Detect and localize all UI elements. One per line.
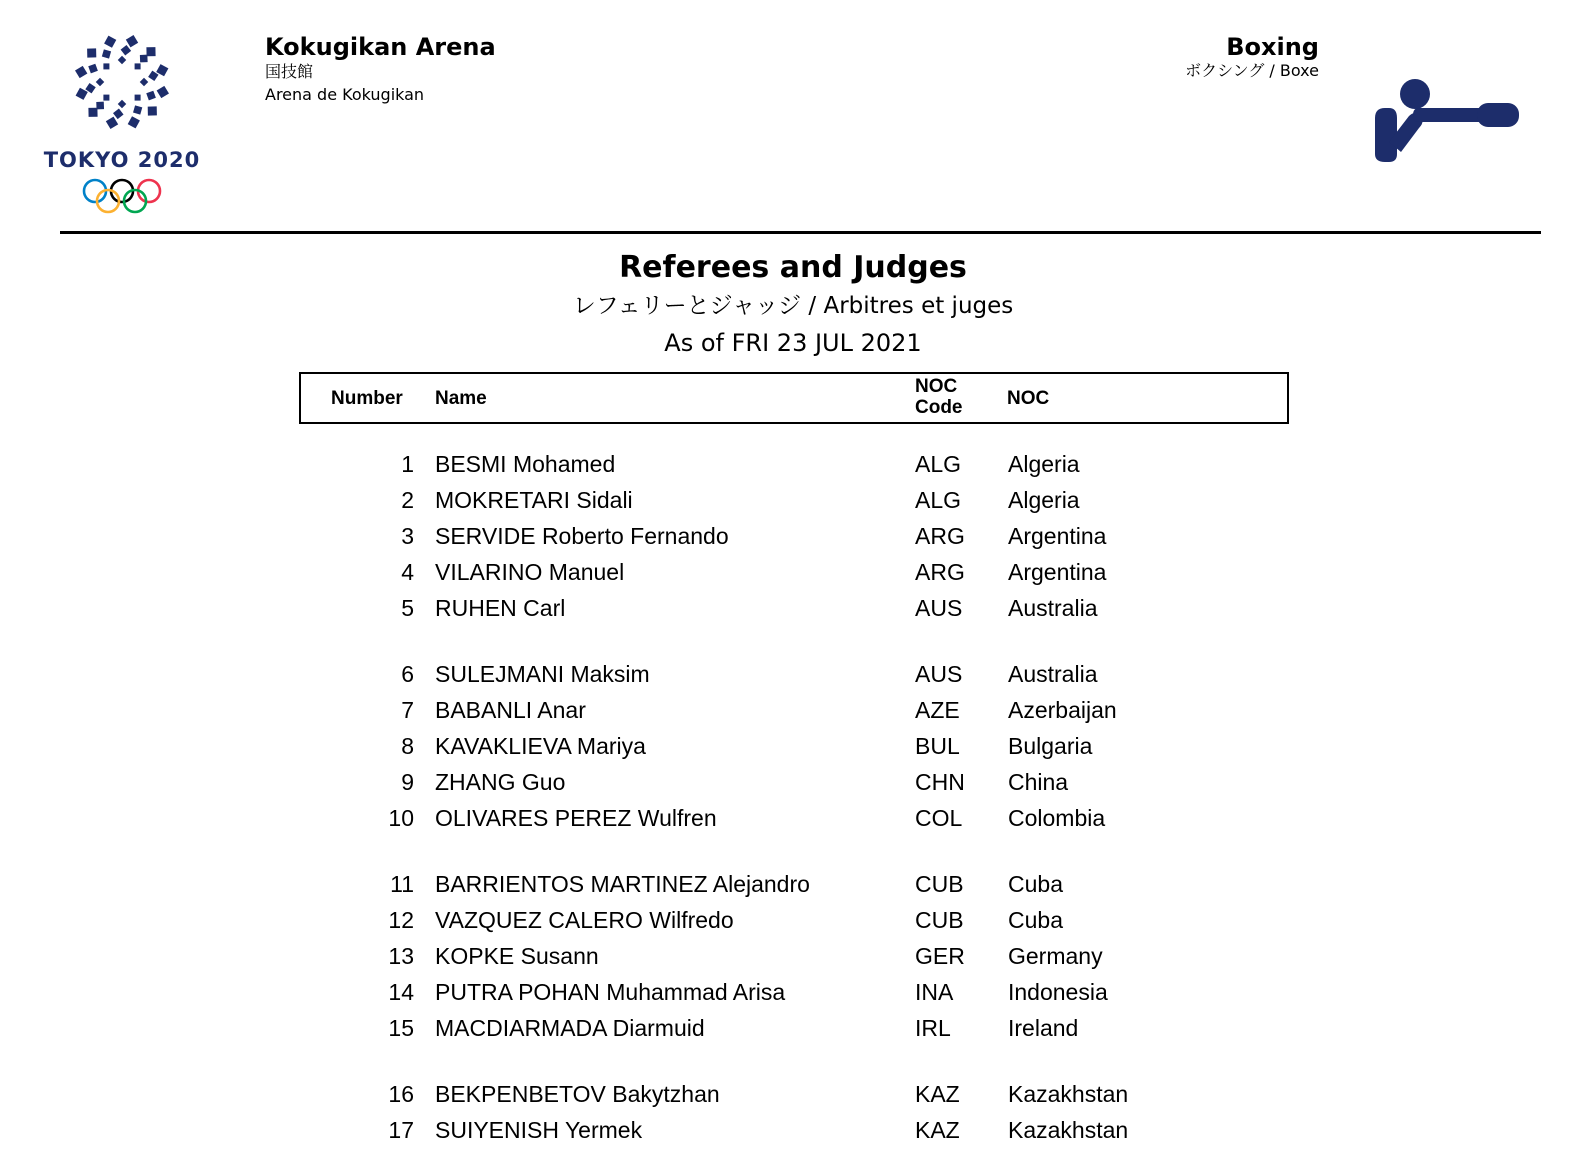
row-noc-code: INA (915, 979, 954, 1005)
row-number: 15 (388, 1015, 414, 1041)
page-subtitle: レフェリーとジャッジ / Arbitres et juges (572, 293, 1014, 319)
row-noc: Argentina (1008, 559, 1107, 585)
table-row (0, 903, 1586, 937)
header-code-line1: NOC (915, 376, 958, 397)
row-noc: Ireland (1008, 1015, 1079, 1041)
row-noc: Kazakhstan (1008, 1117, 1129, 1143)
row-noc-code: CUB (915, 871, 964, 897)
row-number: 5 (401, 595, 414, 621)
table-row (0, 729, 1586, 763)
row-noc: Australia (1008, 661, 1098, 687)
row-name: VAZQUEZ CALERO Wilfredo (435, 907, 734, 933)
row-number: 6 (401, 661, 414, 687)
row-number: 10 (388, 805, 414, 831)
table-row (0, 801, 1586, 835)
row-number: 17 (388, 1117, 414, 1143)
row-noc: Cuba (1008, 907, 1063, 933)
as-of-date: As of FRI 23 JUL 2021 (664, 329, 922, 357)
row-number: 3 (401, 523, 414, 549)
row-name: SERVIDE Roberto Fernando (435, 523, 729, 549)
row-number: 12 (388, 907, 414, 933)
row-noc: Germany (1008, 943, 1103, 969)
row-noc: Indonesia (1008, 979, 1108, 1005)
table-row (0, 555, 1586, 589)
row-noc: Azerbaijan (1008, 697, 1117, 723)
row-noc-code: AUS (915, 661, 963, 687)
sport-block (1185, 32, 1319, 80)
row-number: 2 (401, 487, 414, 513)
header-code-line2: Code (915, 397, 963, 418)
page-title: Referees and Judges (619, 250, 967, 285)
row-noc: Australia (1008, 595, 1098, 621)
row-name: BEKPENBETOV Bakytzhan (435, 1081, 720, 1107)
venue-name-fr: Arena de Kokugikan (265, 85, 425, 104)
venue-name-ja: 国技館 (265, 62, 314, 81)
table-row (0, 1077, 1586, 1111)
row-noc: Algeria (1008, 451, 1080, 477)
table-row (0, 1011, 1586, 1045)
venue-block (265, 32, 496, 108)
row-name: ZHANG Guo (435, 769, 566, 795)
row-number: 11 (390, 871, 414, 897)
table-row (0, 939, 1586, 973)
header-noc: NOC (1007, 388, 1050, 409)
table-row (0, 483, 1586, 517)
row-number: 14 (388, 979, 414, 1005)
table-row (0, 693, 1586, 727)
row-number: 4 (401, 559, 414, 585)
row-noc-code: IRL (915, 1015, 951, 1041)
table-row (0, 867, 1586, 901)
row-noc-code: COL (915, 805, 963, 831)
row-name: VILARINO Manuel (435, 559, 625, 585)
header-name: Name (435, 388, 487, 409)
row-number: 8 (401, 733, 414, 759)
row-name: BESMI Mohamed (435, 451, 616, 477)
header-noc-code (915, 376, 963, 418)
row-number: 16 (388, 1081, 414, 1107)
row-noc: Colombia (1008, 805, 1106, 831)
row-number: 1 (401, 451, 414, 477)
row-name: SULEJMANI Maksim (435, 661, 650, 687)
table-row (0, 591, 1586, 625)
sport-name-en: Boxing (1226, 33, 1319, 61)
emblem-icon (43, 25, 201, 220)
row-name: OLIVARES PEREZ Wulfren (435, 805, 717, 831)
row-noc: China (1008, 769, 1069, 795)
tokyo-2020-emblem (43, 25, 201, 220)
document-titles (0, 248, 1586, 362)
row-noc-code: BUL (915, 733, 960, 759)
row-name: KOPKE Susann (435, 943, 599, 969)
row-name: BABANLI Anar (435, 697, 586, 723)
row-noc-code: CUB (915, 907, 964, 933)
row-noc-code: AZE (915, 697, 960, 723)
sport-name-ja-fr: ボクシング / Boxe (1185, 61, 1319, 80)
row-number: 13 (388, 943, 414, 969)
table-row (0, 447, 1586, 481)
row-noc-code: GER (915, 943, 965, 969)
table-row (0, 519, 1586, 553)
header-divider (60, 231, 1541, 234)
games-mark: TOKYO 2020 (43, 148, 201, 172)
row-name: RUHEN Carl (435, 595, 566, 621)
row-name: KAVAKLIEVA Mariya (435, 733, 646, 759)
row-noc: Bulgaria (1008, 733, 1093, 759)
olympic-rings-icon (84, 180, 160, 212)
row-noc-code: AUS (915, 595, 963, 621)
row-noc-code: KAZ (915, 1081, 960, 1107)
row-number: 9 (401, 769, 414, 795)
row-noc-code: ALG (915, 487, 962, 513)
row-noc-code: ARG (915, 523, 965, 549)
row-name: PUTRA POHAN Muhammad Arisa (435, 979, 786, 1005)
table-row (0, 975, 1586, 1009)
row-noc-code: ALG (915, 451, 962, 477)
row-noc-code: ARG (915, 559, 965, 585)
row-noc-code: KAZ (915, 1117, 960, 1143)
table-row (0, 657, 1586, 691)
row-noc: Kazakhstan (1008, 1081, 1129, 1107)
table-row (0, 1113, 1586, 1147)
table-row (0, 765, 1586, 799)
row-noc: Cuba (1008, 871, 1063, 897)
row-name: MOKRETARI Sidali (435, 487, 633, 513)
venue-name-en: Kokugikan Arena (265, 33, 496, 61)
row-noc-code: CHN (915, 769, 965, 795)
row-name: MACDIARMADA Diarmuid (435, 1015, 705, 1041)
row-name: SUIYENISH Yermek (435, 1117, 643, 1143)
header-number: Number (331, 388, 403, 409)
row-noc: Algeria (1008, 487, 1080, 513)
row-name: BARRIENTOS MARTINEZ Alejandro (435, 871, 810, 897)
row-number: 7 (401, 697, 414, 723)
row-noc: Argentina (1008, 523, 1107, 549)
table-header (299, 372, 1289, 424)
boxing-pictogram-icon (1375, 76, 1523, 166)
